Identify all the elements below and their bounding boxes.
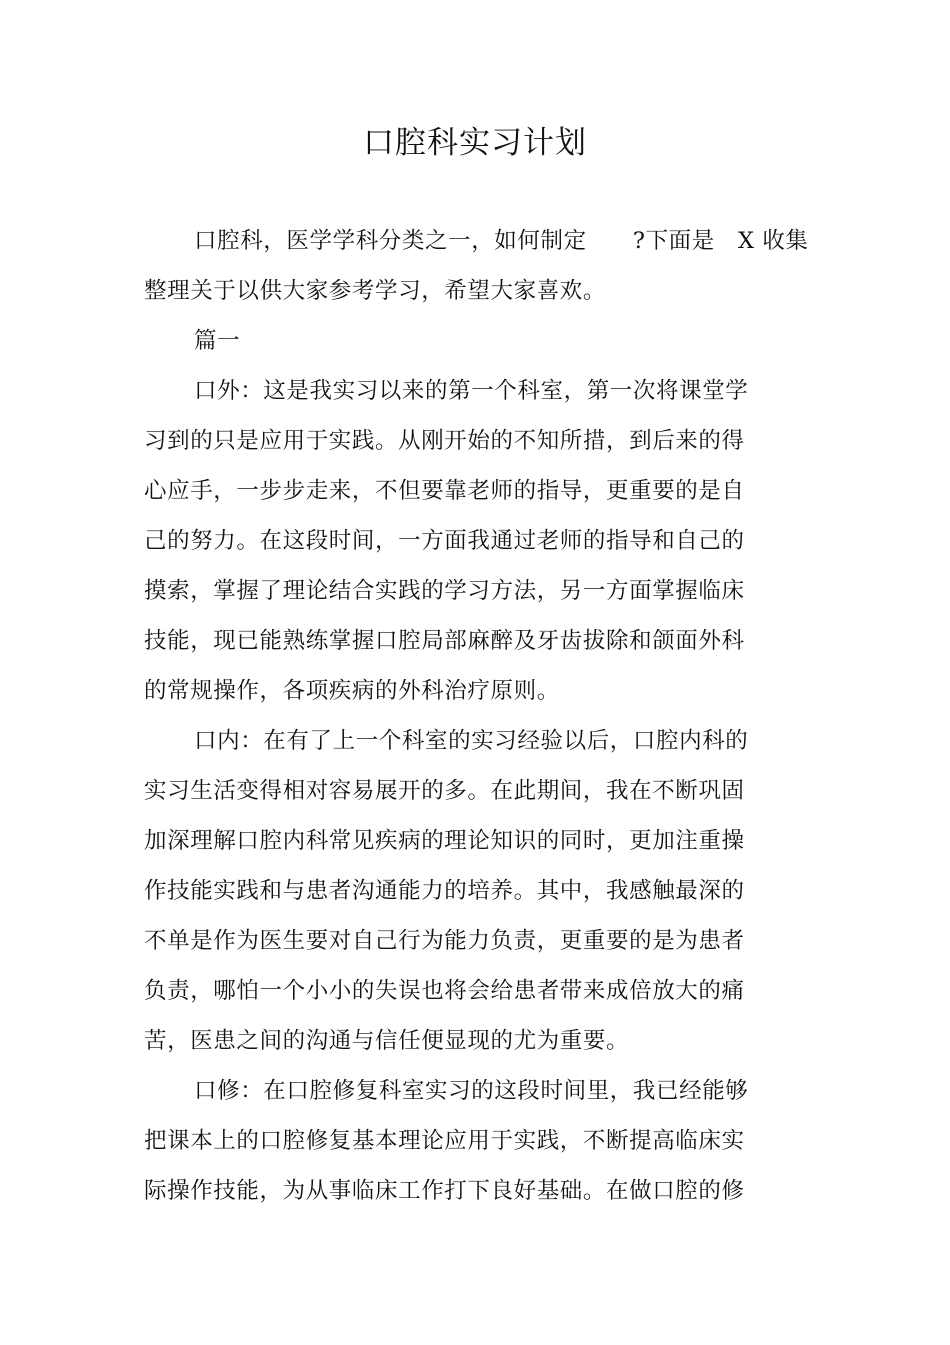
document-title: 口腔科实习计划 xyxy=(363,125,587,161)
text-line: 口内：在有了上一个科室的实习经验以后，口腔内科的 xyxy=(194,728,749,754)
text-line: 习到的只是应用于实践。从刚开始的不知所措，到后来的得 xyxy=(144,428,745,454)
text-line: 把课本上的口腔修复基本理论应用于实践，不断提高临床实 xyxy=(144,1128,745,1154)
section-heading: 篇一 xyxy=(194,328,241,354)
text-line: 际操作技能，为从事临床工作打下良好基础。在做口腔的修 xyxy=(144,1178,745,1204)
text-line: 技能，现已能熟练掌握口腔局部麻醉及牙齿拔除和颌面外科 xyxy=(144,628,745,654)
text-line: 作技能实践和与患者沟通能力的培养。其中，我感触最深的 xyxy=(144,878,745,904)
text-line: 实习生活变得相对容易展开的多。在此期间，我在不断巩固 xyxy=(144,778,745,804)
text-line: 己的努力。在这段时间，一方面我通过老师的指导和自己的 xyxy=(144,528,745,554)
text-line: 苦，医患之间的沟通与信任便显现的尤为重要。 xyxy=(144,1028,630,1054)
text-line: 整理关于以供大家参考学习，希望大家喜欢。 xyxy=(144,278,607,304)
text-line: 加深理解口腔内科常见疾病的理论知识的同时，更加注重操 xyxy=(144,828,745,854)
text-line: 不单是作为医生要对自己行为能力负责，更重要的是为患者 xyxy=(144,928,745,954)
text-line: 口外：这是我实习以来的第一个科室，第一次将课堂学 xyxy=(194,378,749,404)
text-line: 口修：在口腔修复科室实习的这段时间里，我已经能够 xyxy=(194,1078,749,1104)
text-line: 摸索，掌握了理论结合实践的学习方法，另一方面掌握临床 xyxy=(144,578,745,604)
text-line: 口腔科，医学学科分类之一，如何制定 ?下面是 X 收集 xyxy=(194,228,809,254)
text-line: 负责，哪怕一个小小的失误也将会给患者带来成倍放大的痛 xyxy=(144,978,745,1004)
text-line: 心应手，一步步走来，不但要靠老师的指导，更重要的是自 xyxy=(144,478,745,504)
text-line: 的常规操作，各项疾病的外科治疗原则。 xyxy=(144,678,560,704)
